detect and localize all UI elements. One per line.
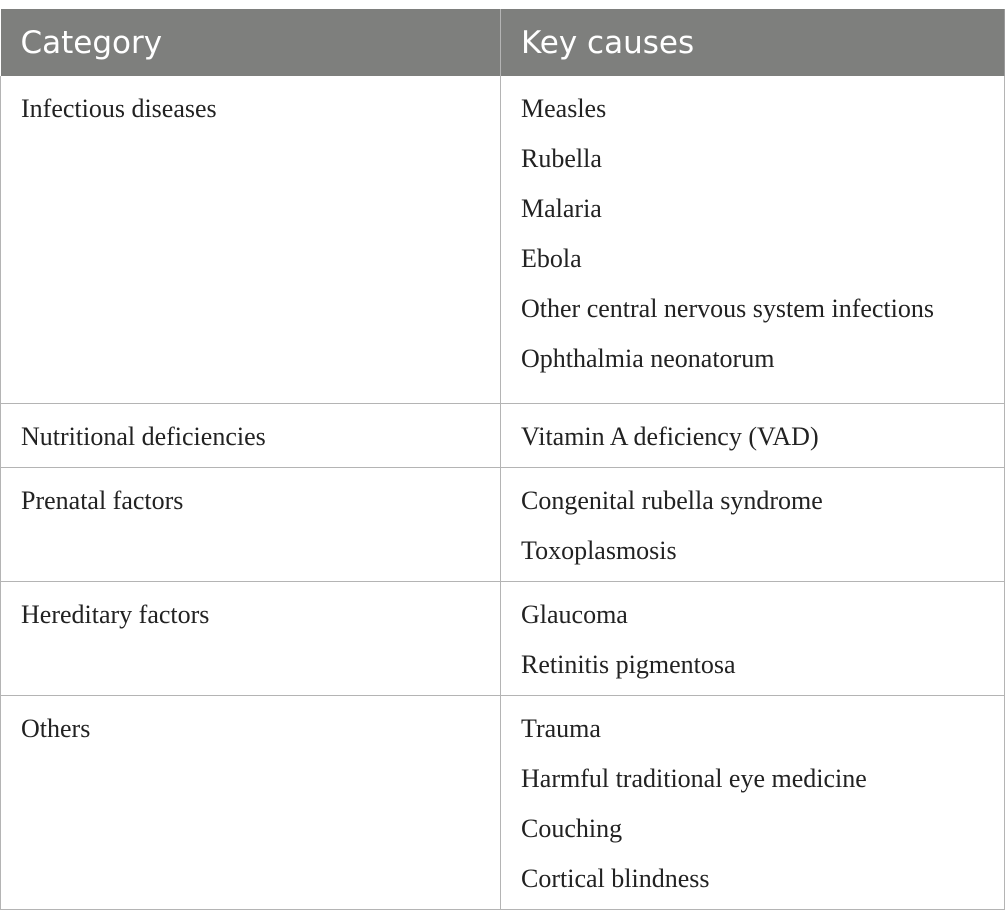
- category-cell: [1, 582, 501, 696]
- causes-cell: [501, 468, 1005, 582]
- table-row: [1, 696, 1005, 910]
- category-cell: [1, 468, 501, 582]
- cause-item: Trauma: [521, 714, 601, 743]
- category-label: Infectious diseases: [21, 94, 217, 123]
- category-label: Others: [21, 714, 91, 743]
- cause-item: Malaria: [521, 194, 602, 223]
- causes-of-blindness-table: [0, 9, 1005, 910]
- causes-cell: [501, 404, 1005, 468]
- table-header: [1, 9, 1005, 76]
- cause-item: Ebola: [521, 244, 582, 273]
- header-key-causes: Key causes: [501, 9, 1005, 76]
- cause-item: Measles: [521, 94, 607, 123]
- causes-table-container: [0, 9, 1004, 910]
- table-row: [1, 582, 1005, 696]
- cause-item: Congenital rubella syndrome: [521, 486, 823, 515]
- cause-item: Ophthalmia neonatorum: [521, 344, 775, 373]
- cause-item: Couching: [521, 814, 623, 843]
- cause-item: Toxoplasmosis: [521, 536, 677, 565]
- causes-cell: [501, 76, 1005, 404]
- cause-item: Glaucoma: [521, 600, 628, 629]
- cause-item: Cortical blindness: [521, 864, 710, 893]
- category-label: Nutritional deficiencies: [21, 422, 266, 451]
- table-row: [1, 468, 1005, 582]
- cause-item: Harmful traditional eye medicine: [521, 764, 867, 793]
- category-cell: [1, 696, 501, 910]
- table-row: [1, 404, 1005, 468]
- cause-item: Vitamin A deficiency (VAD): [521, 422, 819, 451]
- cause-item: Other central nervous system infections: [521, 294, 934, 323]
- cause-item: Retinitis pigmentosa: [521, 650, 736, 679]
- causes-cell: [501, 582, 1005, 696]
- category-cell: [1, 404, 501, 468]
- table-body: [1, 76, 1005, 910]
- category-cell: [1, 76, 501, 404]
- causes-cell: [501, 696, 1005, 910]
- category-label: Prenatal factors: [21, 486, 184, 515]
- category-label: Hereditary factors: [21, 600, 210, 629]
- header-category: Category: [1, 9, 501, 76]
- table-row: [1, 76, 1005, 404]
- header-row: [1, 9, 1005, 76]
- cause-item: Rubella: [521, 144, 602, 173]
